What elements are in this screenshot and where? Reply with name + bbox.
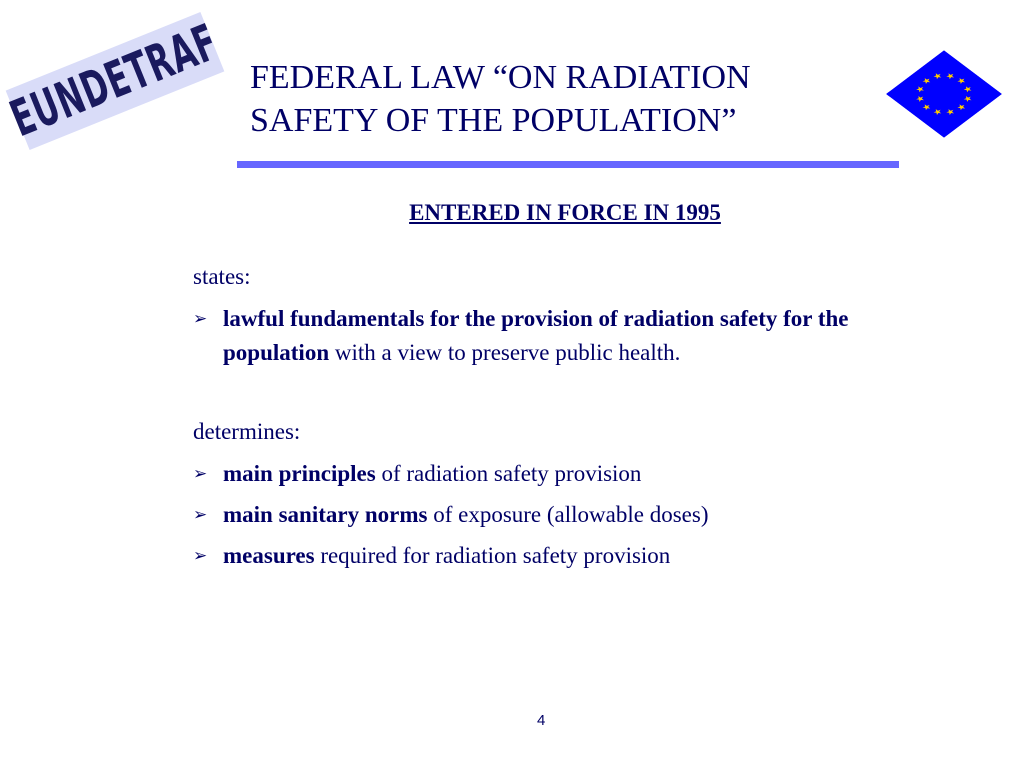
subtitle: ENTERED IN FORCE IN 1995 [409,200,721,225]
bullet-item [193,498,933,532]
bullet-item [193,539,933,573]
bullet-text: of exposure (allowable doses) [427,502,709,527]
bullet-item [193,457,933,491]
bullet-bold-text: measures [223,543,315,568]
arrow-bullet-icon: ➢ [193,464,208,484]
bullet-text: with a view to preserve public health. [329,340,681,365]
logo-text: EUNDETRAF [3,13,227,149]
bullet-bold-text: lawful fundamentals for the provision of radiation safety for the population [223,306,849,365]
bullet-item [193,302,933,370]
arrow-bullet-icon: ➢ [193,309,208,329]
title-line-2: SAFETY OF THE POPULATION” [250,102,737,139]
title-line-1: FEDERAL LAW “ON RADIATION [250,59,751,96]
title-underline-rule [237,161,899,168]
arrow-bullet-icon: ➢ [193,505,208,525]
slide-title [250,56,900,142]
bullet-bold-text: main principles [223,461,376,486]
eu-flag-icon [886,50,1002,138]
slide-content [193,262,933,580]
states-label: states: [193,264,251,289]
bullet-text: required for radiation safety provision [314,543,671,568]
page-number: 4 [537,712,546,729]
bullet-text: of radiation safety provision [375,461,642,486]
determines-label: determines: [193,419,301,444]
eundetraf-logo [3,12,227,150]
arrow-bullet-icon: ➢ [193,546,208,566]
bullet-bold-text: main sanitary norms [223,502,428,527]
